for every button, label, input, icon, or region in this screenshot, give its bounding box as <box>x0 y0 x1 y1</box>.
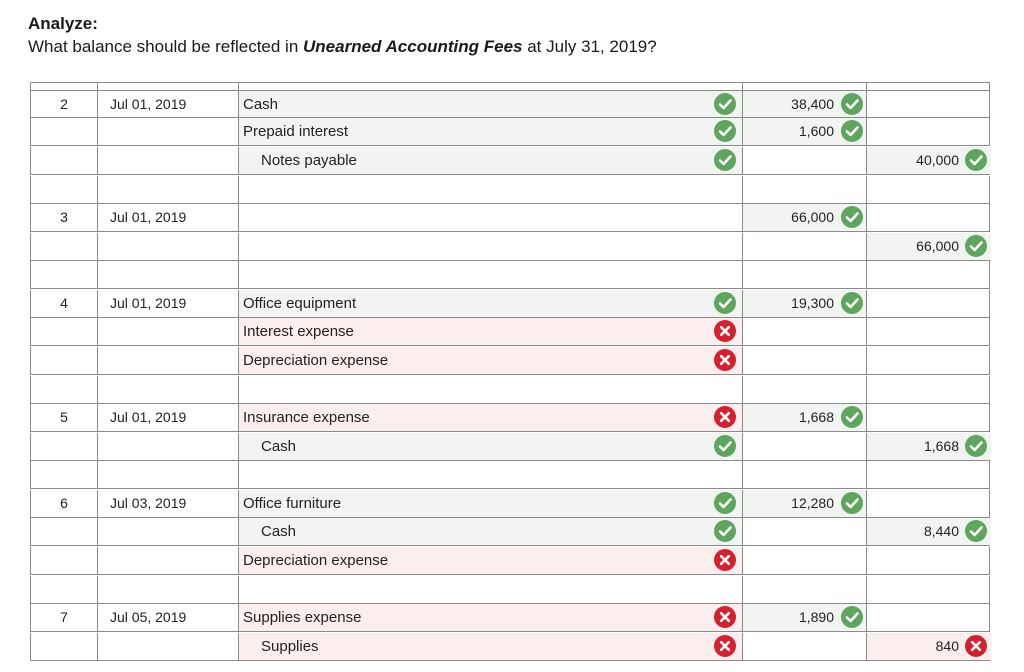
account-title-input[interactable] <box>239 261 743 288</box>
entry-number-cell <box>31 176 98 203</box>
credit-amount-input[interactable] <box>867 176 991 203</box>
journal-row <box>30 547 990 575</box>
date-cell[interactable] <box>98 433 239 460</box>
rule-tick <box>742 83 743 90</box>
rule-tick <box>989 83 990 90</box>
credit-amount-input[interactable] <box>867 404 991 431</box>
entry-number-cell <box>31 261 98 288</box>
credit-amount-input[interactable]: 40,000 <box>867 147 991 174</box>
date-cell[interactable] <box>98 461 239 488</box>
debit-amount-input[interactable] <box>743 518 867 545</box>
date-cell[interactable]: Jul 01, 2019 <box>98 290 239 317</box>
journal-row <box>30 576 990 604</box>
debit-status-check-icon <box>841 406 863 428</box>
entry-number-cell <box>31 461 98 488</box>
date-cell[interactable] <box>98 347 239 374</box>
journal-row <box>30 290 990 318</box>
journal-row <box>30 433 990 461</box>
credit-amount-input[interactable] <box>867 118 991 145</box>
journal-row <box>30 90 990 118</box>
journal-row <box>30 404 990 432</box>
debit-amount-input[interactable]: 19,300 <box>743 290 867 317</box>
account-title-input[interactable]: Office furniture <box>239 490 743 517</box>
entry-number-cell <box>31 547 98 574</box>
journal-row <box>30 233 990 261</box>
entry-number-cell: 4 <box>31 290 98 317</box>
entry-number-cell: 6 <box>31 490 98 517</box>
account-status-check-icon <box>714 435 736 457</box>
account-title-input[interactable]: Depreciation expense <box>239 347 743 374</box>
account-status-cross-icon <box>714 606 736 628</box>
credit-amount-input[interactable] <box>867 204 991 231</box>
account-title-input[interactable] <box>239 461 743 488</box>
debit-amount-input[interactable]: 66,000 <box>743 204 867 231</box>
account-title-input[interactable]: Insurance expense <box>239 404 743 431</box>
debit-status-check-icon <box>841 606 863 628</box>
debit-status-check-icon <box>841 492 863 514</box>
account-title-input[interactable]: Depreciation expense <box>239 547 743 574</box>
date-cell[interactable] <box>98 118 239 145</box>
date-cell[interactable]: Jul 01, 2019 <box>98 204 239 231</box>
debit-amount-input[interactable] <box>743 547 867 574</box>
question-account: Unearned Accounting Fees <box>303 37 523 56</box>
date-cell[interactable] <box>98 176 239 203</box>
account-title-input[interactable]: Notes payable <box>239 147 743 174</box>
debit-amount-input[interactable] <box>743 433 867 460</box>
journal-row <box>30 147 990 175</box>
account-title-input[interactable] <box>239 376 743 403</box>
journal-row <box>30 347 990 375</box>
date-cell[interactable] <box>98 633 239 660</box>
credit-amount-input[interactable] <box>867 576 991 603</box>
credit-amount-input[interactable] <box>867 91 991 117</box>
date-cell[interactable] <box>98 376 239 403</box>
account-title-input[interactable] <box>239 576 743 603</box>
entry-number-cell <box>31 147 98 174</box>
entry-number-cell <box>31 347 98 374</box>
date-cell[interactable] <box>98 147 239 174</box>
rule-tick <box>97 83 98 90</box>
debit-amount-input[interactable]: 38,400 <box>743 91 867 117</box>
journal-row <box>30 261 990 289</box>
credit-amount-input[interactable]: 8,440 <box>867 518 991 545</box>
account-status-check-icon <box>714 120 736 142</box>
credit-amount-input[interactable] <box>867 261 991 288</box>
debit-status-check-icon <box>841 206 863 228</box>
entry-number-cell <box>31 576 98 603</box>
entry-number-cell <box>31 376 98 403</box>
date-cell[interactable] <box>98 576 239 603</box>
journal-row <box>30 518 990 546</box>
account-status-check-icon <box>714 292 736 314</box>
account-status-check-icon <box>714 520 736 542</box>
date-cell[interactable] <box>98 261 239 288</box>
entry-number-cell <box>31 633 98 660</box>
account-status-cross-icon <box>714 635 736 657</box>
question-text <box>28 37 657 57</box>
debit-amount-input[interactable] <box>743 633 867 660</box>
account-title-input[interactable] <box>239 176 743 203</box>
date-cell[interactable]: Jul 01, 2019 <box>98 404 239 431</box>
journal-row <box>30 490 990 518</box>
account-status-cross-icon <box>714 320 736 342</box>
debit-amount-input[interactable]: 1,890 <box>743 604 867 631</box>
debit-amount-input[interactable] <box>743 261 867 288</box>
credit-amount-input[interactable]: 66,000 <box>867 233 991 260</box>
journal-row <box>30 176 990 204</box>
entry-number-cell <box>31 118 98 145</box>
date-cell[interactable] <box>98 518 239 545</box>
debit-status-check-icon <box>841 120 863 142</box>
journal-row <box>30 204 990 232</box>
entry-number-cell <box>31 433 98 460</box>
debit-amount-input[interactable] <box>743 461 867 488</box>
credit-amount-input[interactable] <box>867 318 991 345</box>
credit-amount-input[interactable]: 840 <box>867 633 991 660</box>
account-status-cross-icon <box>714 349 736 371</box>
entry-number-cell: 3 <box>31 204 98 231</box>
debit-amount-input[interactable] <box>743 376 867 403</box>
credit-amount-input[interactable] <box>867 461 991 488</box>
journal-row <box>30 118 990 146</box>
debit-amount-input[interactable] <box>743 318 867 345</box>
debit-amount-input[interactable] <box>743 347 867 374</box>
debit-amount-input[interactable]: 1,668 <box>743 404 867 431</box>
credit-status-cross-icon <box>965 635 987 657</box>
entry-number-cell: 2 <box>31 91 98 117</box>
account-status-cross-icon <box>714 406 736 428</box>
account-title-input[interactable] <box>239 233 743 260</box>
entry-number-cell <box>31 233 98 260</box>
journal-row <box>30 633 990 661</box>
analyze-title: Analyze: <box>28 14 98 33</box>
question-prefix: What balance should be reflected in <box>28 37 304 56</box>
debit-status-check-icon <box>841 93 863 115</box>
question-suffix: at July 31, 2019? <box>522 37 657 56</box>
credit-amount-input[interactable] <box>867 376 991 403</box>
debit-status-check-icon <box>841 292 863 314</box>
account-title-input[interactable]: Prepaid interest <box>239 118 743 145</box>
account-title-input[interactable] <box>239 204 743 231</box>
credit-status-check-icon <box>965 235 987 257</box>
account-title-input[interactable]: Cash <box>239 91 743 117</box>
debit-amount-input[interactable] <box>743 147 867 174</box>
account-title-input[interactable]: Interest expense <box>239 318 743 345</box>
rule-tick <box>30 83 31 90</box>
credit-status-check-icon <box>965 149 987 171</box>
date-cell[interactable]: Jul 03, 2019 <box>98 490 239 517</box>
entry-number-cell: 5 <box>31 404 98 431</box>
debit-amount-input[interactable]: 12,280 <box>743 490 867 517</box>
rule-tick <box>866 83 867 90</box>
journal-row <box>30 376 990 404</box>
debit-amount-input[interactable]: 1,600 <box>743 118 867 145</box>
entry-number-cell <box>31 318 98 345</box>
credit-amount-input[interactable] <box>867 490 991 517</box>
credit-status-check-icon <box>965 520 987 542</box>
account-status-cross-icon <box>714 549 736 571</box>
debit-amount-input[interactable] <box>743 576 867 603</box>
account-status-check-icon <box>714 149 736 171</box>
rule-tick <box>238 83 239 90</box>
credit-amount-input[interactable] <box>867 547 991 574</box>
date-cell[interactable]: Jul 01, 2019 <box>98 91 239 117</box>
date-cell[interactable] <box>98 318 239 345</box>
date-cell[interactable] <box>98 547 239 574</box>
account-title-input[interactable]: Office equipment <box>239 290 743 317</box>
entry-number-cell: 7 <box>31 604 98 631</box>
account-title-input[interactable]: Cash <box>239 433 743 460</box>
credit-status-check-icon <box>965 435 987 457</box>
account-status-check-icon <box>714 492 736 514</box>
date-cell[interactable]: Jul 05, 2019 <box>98 604 239 631</box>
account-title-input[interactable]: Supplies expense <box>239 604 743 631</box>
credit-amount-input[interactable] <box>867 290 991 317</box>
journal-row <box>30 461 990 489</box>
debit-amount-input[interactable] <box>743 233 867 260</box>
credit-amount-input[interactable]: 1,668 <box>867 433 991 460</box>
credit-amount-input[interactable] <box>867 604 991 631</box>
journal-row <box>30 604 990 632</box>
journal-row <box>30 318 990 346</box>
credit-amount-input[interactable] <box>867 347 991 374</box>
account-status-check-icon <box>714 93 736 115</box>
debit-amount-input[interactable] <box>743 176 867 203</box>
account-title-input[interactable]: Cash <box>239 518 743 545</box>
account-title-input[interactable]: Supplies <box>239 633 743 660</box>
date-cell[interactable] <box>98 233 239 260</box>
entry-number-cell <box>31 518 98 545</box>
